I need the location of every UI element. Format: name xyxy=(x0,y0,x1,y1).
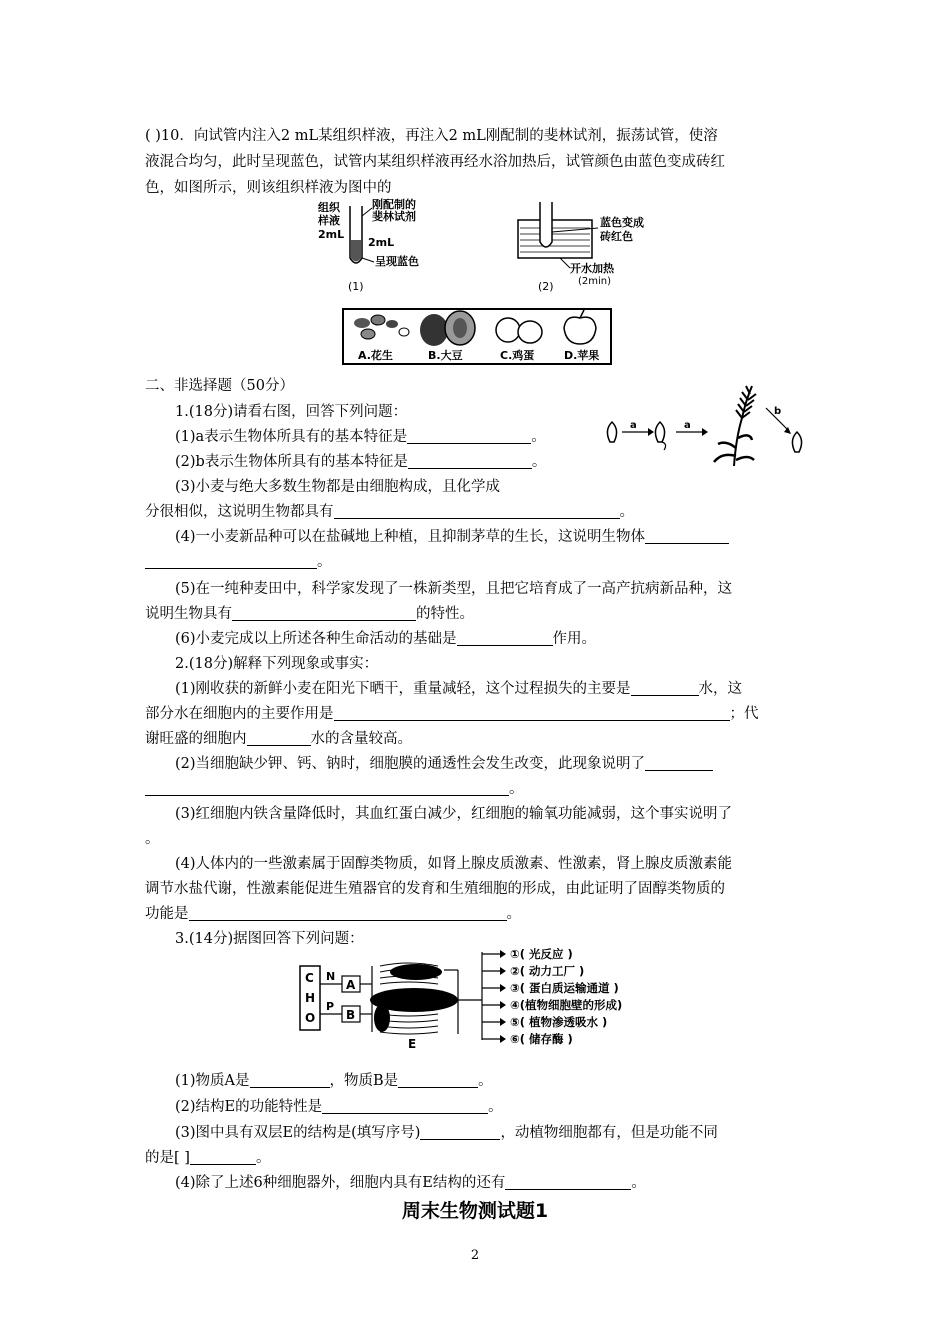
q10-line-2: 液混合均匀，此时呈现蓝色，试管内某组织样液再经水浴加热后，试管颜色由蓝色变成砖红 xyxy=(145,154,725,170)
reagent-label-2: 斐林试剂 xyxy=(372,210,416,223)
q10-line-1: ( )10．向试管内注入2 mL某组织样液，再注入2 mL刚配制的斐林试剂，振荡试管，使溶 xyxy=(145,128,718,144)
tube-label-1: 组织 xyxy=(318,201,340,214)
arrow-a-label-2: a xyxy=(684,420,691,431)
reagent-ml: 2mL xyxy=(368,236,395,249)
q3-s2: (2)结构E的功能特性是 。 xyxy=(175,1099,503,1115)
element-o: O xyxy=(305,1011,316,1025)
organelle-1: ①( 光反应 ) xyxy=(510,947,573,961)
answer-blank[interactable] xyxy=(250,1071,330,1088)
arrow-a-label-1: a xyxy=(630,420,637,431)
q2-s2a: (2)当细胞缺少钾、钙、钠时，细胞膜的通透性会发生改变，此现象说明了 xyxy=(175,752,810,776)
answer-blank[interactable] xyxy=(645,527,729,544)
answer-blank[interactable] xyxy=(247,729,311,746)
q3-intro: 3.(14分)据图回答下列问题： xyxy=(175,931,364,947)
answer-blank[interactable] xyxy=(457,629,553,646)
element-h: H xyxy=(305,991,316,1005)
option-c: C.鸡蛋 xyxy=(500,349,535,362)
answer-blank[interactable] xyxy=(145,779,509,796)
soybean-icon xyxy=(420,311,475,346)
answer-blank[interactable] xyxy=(420,1123,500,1140)
answer-blank[interactable] xyxy=(398,1071,478,1088)
q3-s3a: (3)图中具有双层E的结构是(填写序号) ，动植物细胞都有，但是功能不同 xyxy=(175,1125,718,1141)
answer-blank[interactable] xyxy=(189,904,507,921)
q1-intro: 1.(18分)请看右图，回答下列问题： xyxy=(175,404,408,420)
answer-blank[interactable] xyxy=(645,754,713,771)
q1-s1: (1)a表示生物体所具有的基本特征是 。 xyxy=(175,429,546,445)
options-figure xyxy=(342,308,612,365)
option-b: B.大豆 xyxy=(428,349,463,362)
wheat-figure xyxy=(602,378,812,470)
option-a: A.花生 xyxy=(358,349,393,362)
q2-s4b: 调节水盐代谢，性激素能促进生殖器官的发育和生殖细胞的形成，由此证明了固醇类物质的 xyxy=(145,881,725,897)
protein-top xyxy=(390,964,442,980)
element-n: N xyxy=(326,970,336,983)
peanut-icon xyxy=(354,315,409,339)
q2-intro: 2.(18分)解释下列现象或事实： xyxy=(175,656,379,672)
blue-label: 呈现蓝色 xyxy=(375,255,419,268)
wheat-plant-icon xyxy=(714,386,756,466)
answer-blank[interactable] xyxy=(190,1148,256,1165)
answer-blank[interactable] xyxy=(145,552,317,569)
q2-s1a: (1)刚收获的新鲜小麦在阳光下晒干，重量减轻，这个过程损失的主要是 水，这 xyxy=(175,681,743,697)
q10-line-3: 色，如图所示，则该组织样液为图中的 xyxy=(145,180,392,196)
sprouting-seed-icon xyxy=(655,422,665,450)
answer-blank[interactable] xyxy=(334,502,620,519)
egg-icon xyxy=(496,318,542,343)
q1-s5a: (5)在一纯种麦田中，科学家发现了一株新类型，且把它培育成了一高产抗病新品种，这 xyxy=(175,581,733,597)
fig-caption-2: (2) xyxy=(538,280,554,293)
q1-s3b: 分很相似，这说明生物都具有 。 xyxy=(145,504,634,520)
element-p: P xyxy=(326,1000,335,1013)
change-label-2: 砖红色 xyxy=(600,230,633,243)
answer-blank[interactable] xyxy=(407,427,531,444)
q2-s3b: 。 xyxy=(145,831,160,847)
organelle-3: ③( 蛋白质运输通道 ) xyxy=(510,981,619,995)
membrane-diagram xyxy=(298,944,660,1056)
q3-s1: (1)物质A是 ，物质B是 。 xyxy=(175,1073,493,1089)
q2-s1e: 谢旺盛的细胞内 水的含量较高。 xyxy=(145,731,412,747)
page-number: 2 xyxy=(470,1248,480,1263)
tube-1-liquid xyxy=(351,240,361,262)
apple-icon xyxy=(564,310,596,344)
protein-left xyxy=(374,1004,390,1032)
organelle-4: ④(植物细胞壁的形成) xyxy=(510,998,623,1012)
page-title: 周末生物测试题1 xyxy=(401,1200,549,1222)
q1-s6: (6)小麦完成以上所述各种生命活动的基础是 作用。 xyxy=(175,631,597,647)
option-d: D.苹果 xyxy=(564,349,600,362)
substance-b: B xyxy=(346,1008,356,1022)
answer-blank[interactable] xyxy=(408,452,532,469)
q2-s1c: 部分水在细胞内的主要作用是 ；代 xyxy=(145,706,759,722)
q2-s2b: 。 xyxy=(145,777,810,801)
q1-s5b: 说明生物具有 的特性。 xyxy=(145,606,474,622)
tube-label-2: 样液 xyxy=(318,214,340,227)
structure-e: E xyxy=(408,1037,417,1051)
q1-s3a: (3)小麦与绝大多数生物都是由细胞构成，且化学成 xyxy=(175,479,501,495)
q1-s4b: 。 xyxy=(145,550,810,574)
reagent-label-1: 刚配制的 xyxy=(372,198,416,211)
answer-blank[interactable] xyxy=(232,604,416,621)
q2-s4c: 功能是 。 xyxy=(145,906,521,922)
heat-label-1: 开水加热 xyxy=(570,262,614,275)
new-seed-icon xyxy=(792,432,801,452)
q1-s2: (2)b表示生物体所具有的基本特征是 。 xyxy=(175,454,547,470)
heat-label-2: (2min) xyxy=(578,276,612,287)
q1-s4a: (4)一小麦新品种可以在盐碱地上种植，且抑制茅草的生长，这说明生物体 xyxy=(175,525,810,549)
test-tube-figure xyxy=(300,198,660,296)
section-heading: 二、非选择题（50分） xyxy=(145,378,294,394)
answer-blank[interactable] xyxy=(322,1097,488,1114)
q3-s3c: 的是[ ] 。 xyxy=(145,1150,271,1166)
element-c: C xyxy=(305,971,314,985)
change-label-1: 蓝色变成 xyxy=(600,216,644,229)
answer-blank[interactable] xyxy=(505,1173,631,1190)
test-tube-2 xyxy=(540,202,552,247)
organelle-2: ②( 动力工厂 ) xyxy=(510,964,585,978)
fig-caption-1: (1) xyxy=(348,280,364,293)
seed-icon xyxy=(607,422,616,442)
arrow-b-label: b xyxy=(774,406,782,417)
organelle-5: ⑤( 植物渗透吸水 ) xyxy=(510,1015,608,1029)
organelle-6: ⑥( 储存酶 ) xyxy=(510,1032,573,1046)
q2-s4a: (4)人体内的一些激素属于固醇类物质，如肾上腺皮质激素、性激素，肾上腺皮质激素能 xyxy=(175,856,733,872)
substance-a: A xyxy=(346,978,356,992)
answer-blank[interactable] xyxy=(334,704,730,721)
q2-s3a: (3)红细胞内铁含量降低时，其血红蛋白减少，红细胞的输氧功能减弱，这个事实说明了 xyxy=(175,806,733,822)
q3-s4: (4)除了上述6种细胞器外，细胞内具有E结构的还有 。 xyxy=(175,1175,646,1191)
answer-blank[interactable] xyxy=(631,679,699,696)
tube-label-3: 2mL xyxy=(318,228,345,241)
